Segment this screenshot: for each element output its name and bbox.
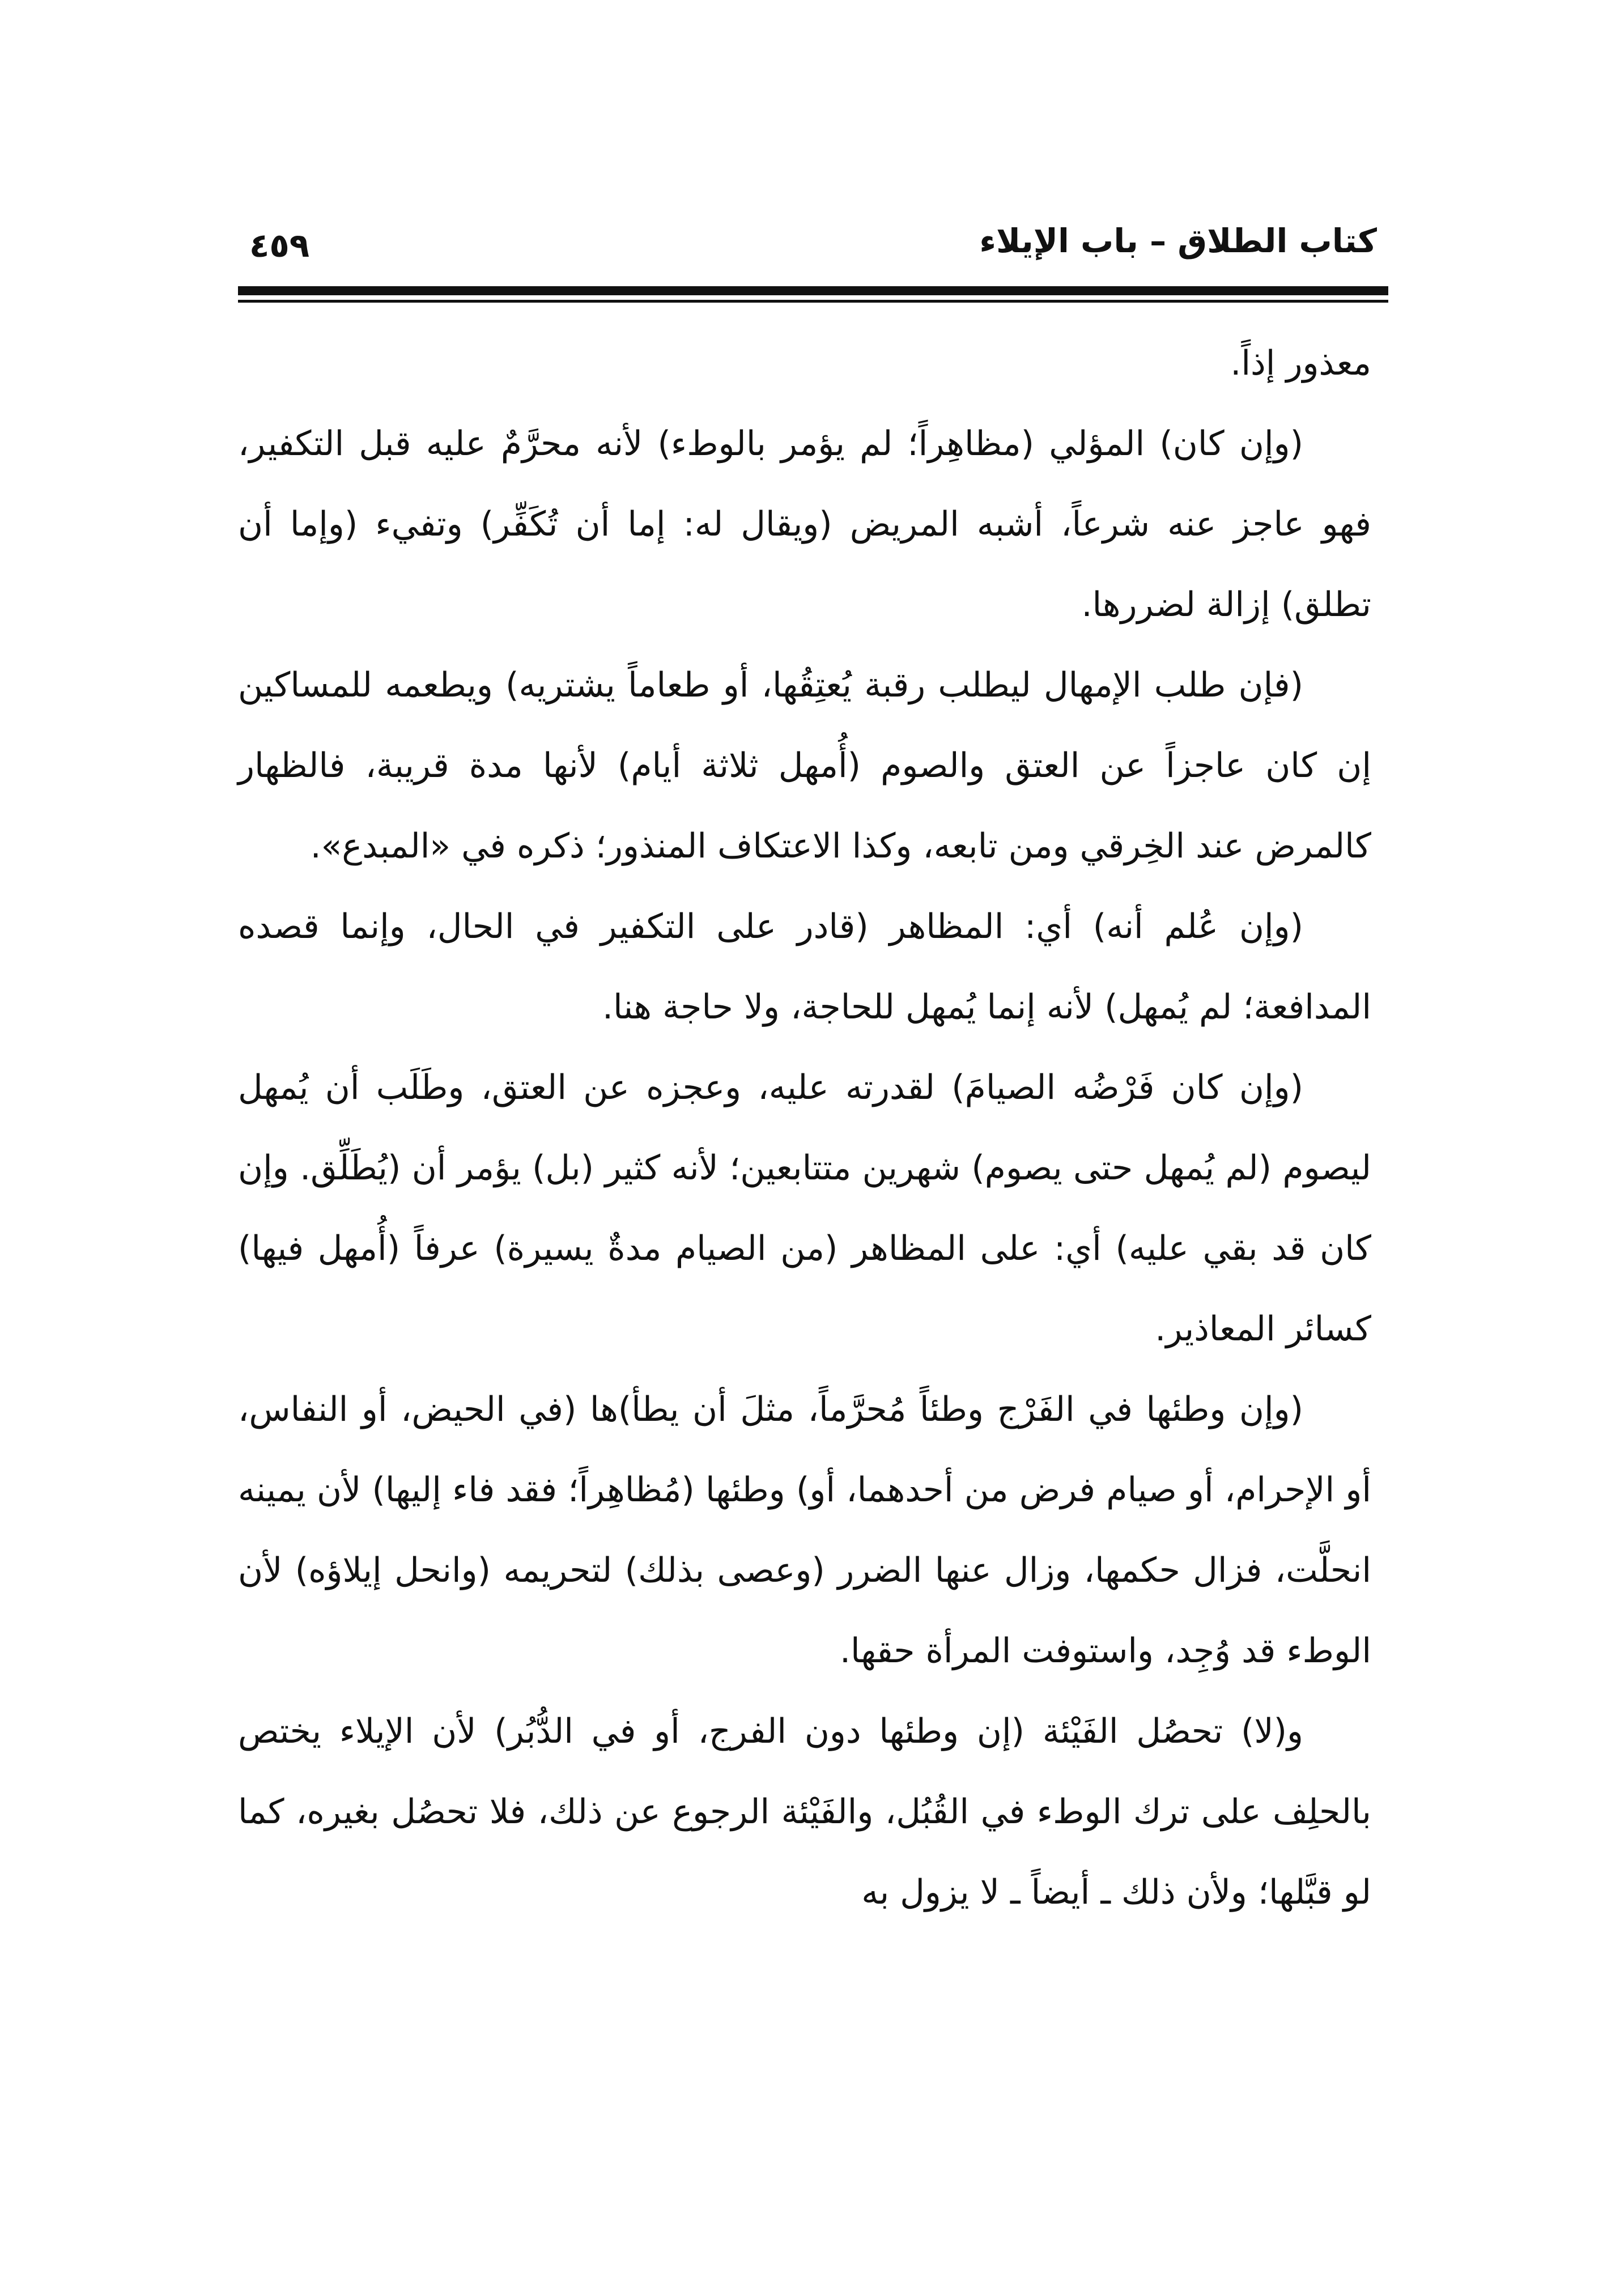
paragraph-no-return: و(لا) تحصُل الفَيْئة (إن وطئها دون الفرج، أو في الدُّبُر) لأن الإيلاء يختص بالحلِف على ترك الوطء في القُبُل، والفَيْئة الرجوع عن ذلك، فلا تحصُل بغيره، كما لو قبَّلها؛ ولأن ذلك ـ أيضاً ـ لا يزول به <box>238 1712 1371 1912</box>
paragraph-continuation: معذور إذاً. <box>1230 343 1371 383</box>
page-header <box>249 215 1377 266</box>
header-rule-thick <box>238 286 1388 295</box>
paragraph-imhal-request: (فإن طلب الإمهال ليطلب رقبة يُعتِقُها، أو طعاماً يشتريه) ويطعمه للمساكين إن كان عاجزاً عن العتق والصوم (أُمهل ثلاثة أيام) لأنها مدة قريبة، فالظهار كالمرض عند الخِرقي ومن تابعه، وكذا الاعتكاف المنذور؛ ذكره في «المبدع». <box>238 665 1371 866</box>
paragraph-forbidden-intercourse: (وإن وطئها في الفَرْج وطئاً مُحرَّماً، مثلَ أن يطأ)ها (في الحيض، أو النفاس، أو الإحرام، أو صيام فرض من أحدهما، أو) وطئها (مُظاهِراً؛ فقد فاء إليها) لأن يمينه انحلَّت، فزال حكمها، وزال عنها الضرر (وعصى بذلك) لتحريمه (وانحل إيلاؤه) لأن الوطء قد وُجِد، واستوفت المرأة حقها. <box>238 1390 1371 1671</box>
running-title: كتاب الطلاق – باب الإيلاء <box>979 222 1377 260</box>
header-rule-thin <box>238 300 1388 303</box>
paragraph-able-to-expiate: (وإن عُلم أنه) أي: المظاهر (قادر على التكفير في الحال، وإنما قصده المدافعة؛ لم يُمهل) لأنه إنما يُمهل للحاجة، ولا حاجة هنا. <box>238 907 1371 1027</box>
paragraph-fasting-duty: (وإن كان فَرْضُه الصيامَ) لقدرته عليه، وعجزه عن العتق، وطَلَب أن يُمهل ليصوم (لم يُمهل حتى يصوم) شهرين متتابعين؛ لأنه كثير (بل) يؤمر أن (يُطَلِّق. وإن كان قد بقي عليه) أي: على المظاهر (من الصيام مدةٌ يسيرة) عرفاً (أُمهل فيها) كسائر المعاذير. <box>238 1068 1371 1349</box>
paragraph-mudhahir: (وإن كان) المؤلي (مظاهِراً؛ لم يؤمر بالوطء) لأنه محرَّمٌ عليه قبل التكفير، فهو عاجز عنه شرعاً، أشبه المريض (ويقال له: إما أن تُكَفِّر) وتفيء (وإما أن تطلق) إزالة لضررها. <box>238 424 1371 625</box>
body-text <box>238 323 1371 1933</box>
page-number: ٤٥٩ <box>249 226 310 265</box>
